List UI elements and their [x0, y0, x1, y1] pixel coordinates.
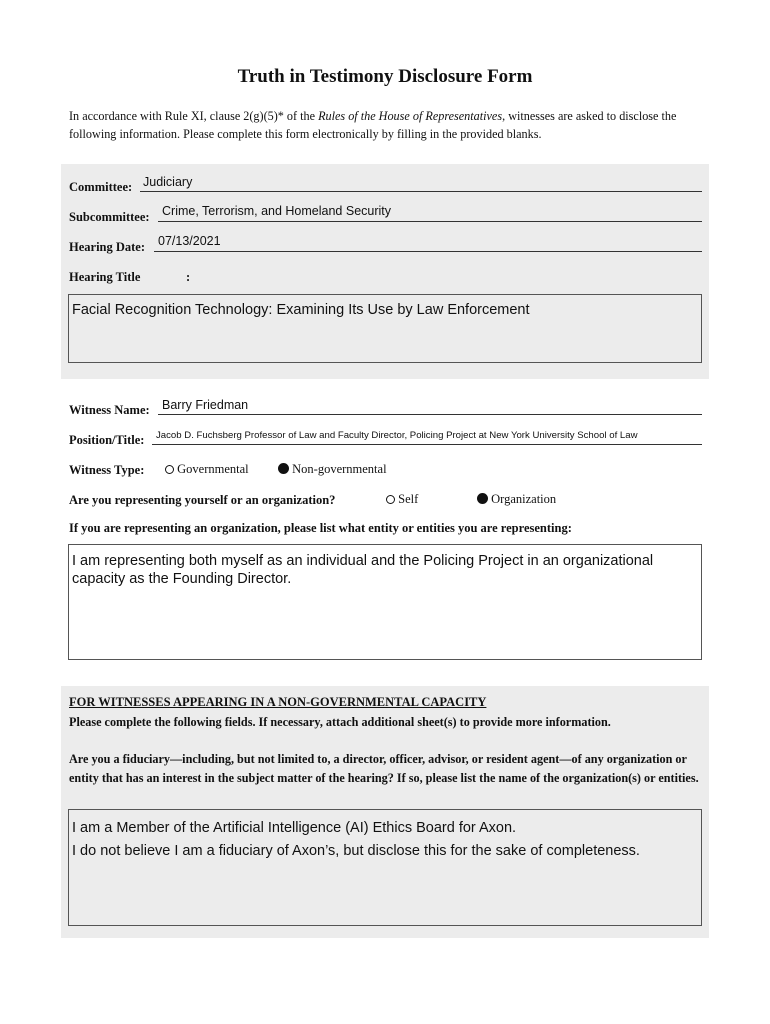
- fiduciary-field[interactable]: [68, 809, 702, 926]
- hearing-date-field-line: [154, 251, 702, 252]
- representing-label: Are you representing yourself or an organization?: [69, 493, 336, 507]
- hearing-title-colon: :: [186, 270, 191, 284]
- nongovernmental-instructions: Please complete the following fields. If necessary, attach additional sheet(s) to provide more information.: [69, 715, 611, 729]
- hearing-title-label: Hearing Title: [69, 270, 141, 284]
- witness-type-governmental-option[interactable]: [165, 462, 249, 477]
- position-title-field-line: [152, 444, 702, 445]
- committee-field-line: [140, 191, 702, 192]
- witness-type-governmental-label: Governmental: [177, 462, 249, 476]
- radio-unselected-icon[interactable]: [386, 495, 395, 504]
- witness-name-label: Witness Name:: [69, 403, 150, 417]
- witness-type-nongovernmental-label: Non-governmental: [292, 462, 387, 476]
- fiduciary-answer-line-2: I do not believe I am a fiduciary of Axon’s, but disclose this for the sake of completeness.: [72, 843, 640, 859]
- hearing-date-label: Hearing Date:: [69, 240, 146, 254]
- fiduciary-question: Are you a fiduciary—including, but not limited to, a director, officer, advisor, or resident agent—of any organization or entity that has an interest in the subject matter of the hearing? If so, please list the name of the organization(s) or entities.: [69, 752, 699, 785]
- subcommittee-field-line: [158, 221, 702, 222]
- form-title: Truth in Testimony Disclosure Form: [237, 66, 533, 87]
- intro-text-before: In accordance with Rule XI, clause 2(g)(5)* of the: [69, 109, 319, 123]
- radio-selected-icon[interactable]: [477, 493, 488, 504]
- fiduciary-answer-line-1: I am a Member of the Artificial Intelligence (AI) Ethics Board for Axon.: [72, 820, 517, 836]
- radio-selected-icon[interactable]: [278, 463, 289, 474]
- representing-self-label: Self: [398, 492, 419, 506]
- radio-unselected-icon[interactable]: [165, 465, 174, 474]
- position-title-field[interactable]: Jacob D. Fuchsberg Professor of Law and Faculty Director, Policing Project at New York University School of Law: [156, 430, 638, 441]
- representing-organization-option[interactable]: [477, 492, 556, 507]
- representing-organization-label: Organization: [491, 492, 557, 506]
- intro-paragraph: [69, 107, 709, 143]
- committee-label: Committee:: [69, 180, 133, 194]
- intro-text-italic: Rules of the House of Representatives: [318, 109, 503, 123]
- hearing-title-field[interactable]: Facial Recognition Technology: Examining Its Use by Law Enforcement: [68, 294, 702, 363]
- entities-field[interactable]: I am representing both myself as an individual and the Policing Project in an organizational capacity as the Founding Director.: [68, 544, 702, 660]
- witness-name-field-line: [158, 414, 702, 415]
- intro-text-after: , witnesses are asked to disclose the following information. Please complete this form electronically by filling in the provided blanks.: [69, 109, 677, 141]
- position-title-label: Position/Title:: [69, 433, 145, 447]
- hearing-date-field[interactable]: 07/13/2021: [158, 234, 221, 248]
- witness-name-field[interactable]: Barry Friedman: [162, 398, 249, 412]
- representing-self-option[interactable]: [386, 492, 418, 507]
- witness-type-label: Witness Type:: [69, 463, 145, 477]
- subcommittee-field[interactable]: Crime, Terrorism, and Homeland Security: [162, 204, 392, 218]
- entities-label: If you are representing an organization, please list what entity or entities you are representing:: [69, 521, 572, 535]
- nongovernmental-heading: FOR WITNESSES APPEARING IN A NON-GOVERNMENTAL CAPACITY: [69, 695, 487, 709]
- committee-field[interactable]: Judiciary: [143, 175, 193, 189]
- witness-type-nongovernmental-option[interactable]: [278, 462, 387, 477]
- subcommittee-label: Subcommittee:: [69, 210, 150, 224]
